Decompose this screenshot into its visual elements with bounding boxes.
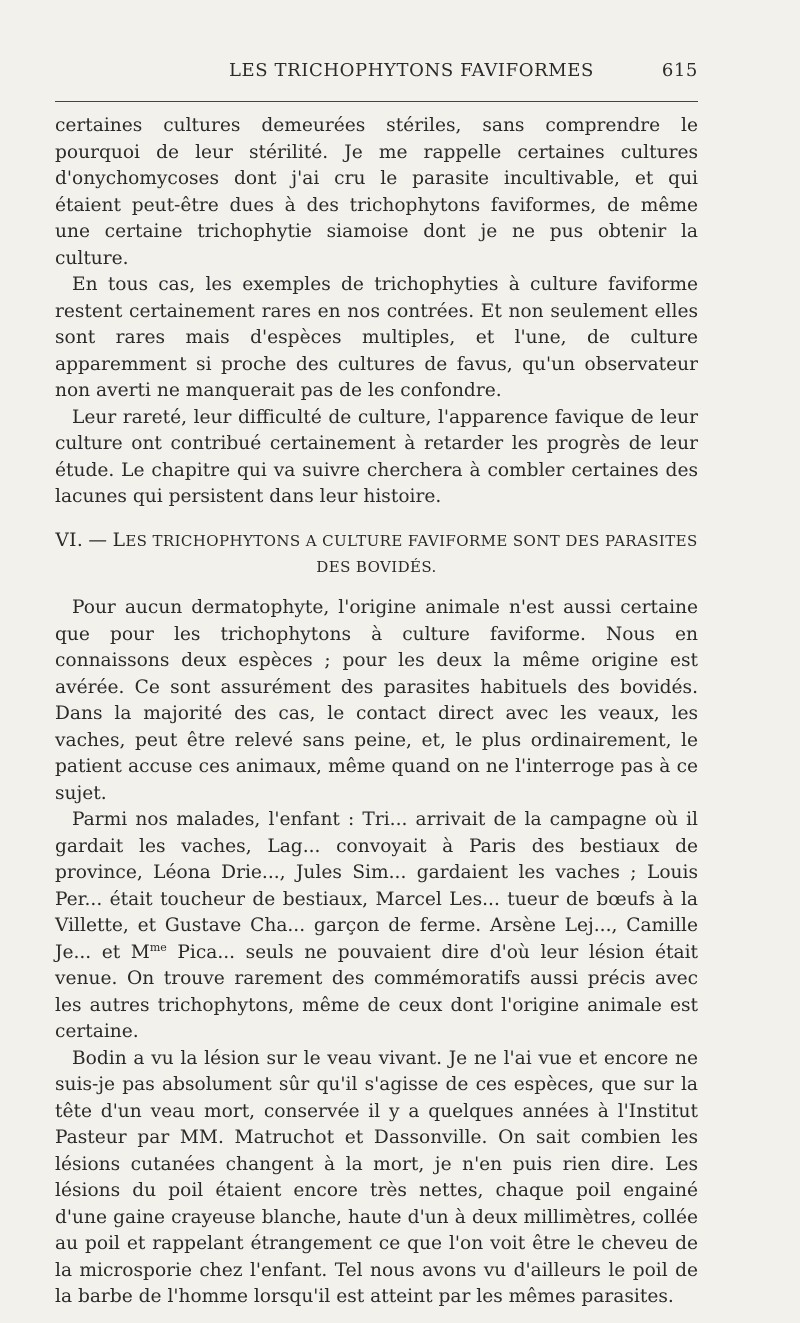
paragraph: certaines cultures demeurées stériles, sans comprendre le pourquoi de leur stérilité. Je me rappelle certaines cultures d'onychomycoses dont j'ai cru le parasite incultivable, et qui étaient peut-être dues à des trichophytons faviformes, de même une certaine trichophytie siamoise dont je ne pus obtenir la culture. [55, 115, 698, 269]
section-title-line-one: ES TRICHOPHYTONS A CULTURE FAVIFORME SONT DES PARASITES [125, 532, 698, 550]
paragraph [55, 807, 698, 1046]
section-two-text [55, 595, 698, 1311]
section-numeral: VI. [55, 530, 84, 551]
section-dash: — [88, 530, 108, 551]
section-heading [55, 528, 698, 580]
header-rule [55, 101, 698, 102]
running-title: LES TRICHOPHYTONS FAVIFORMES [229, 60, 594, 81]
paragraph-text: Parmi nos malades, l'enfant : Tri... arrivait de la campagne où il gardait les vaches, Lag... convoyait à Paris des bestiaux de province, Léona Drie..., Jules Sim... gardaient les vaches ; Louis Per... était toucheur de bestiaux, Marcel Les... tueur de bœufs à la Villette, et Gustave Cha... garçon de ferme. Arsène Lej..., Camille Je... et M [55, 809, 698, 963]
section-heading-line-one [55, 528, 698, 554]
section-title-line-two: DES BOVIDÉS. [316, 558, 437, 576]
superscript: me [149, 940, 167, 954]
section-one-text [55, 113, 698, 511]
paragraph: Pour aucun dermatophyte, l'origine animale n'est aussi certaine que pour les trichophytons à culture faviforme. Nous en connaissons deux espèces ; pour les deux la même origine est avérée. Ce sont assurément des parasites habituels des bovidés. Dans la majorité des cas, le contact direct avec les veaux, les vaches, peut être relevé sans peine, et, le plus ordinairement, le patient accuse ces animaux, même quand on ne l'interroge pas à ce sujet. [55, 597, 698, 804]
page-number: 615 [661, 60, 698, 81]
paragraph: En tous cas, les exemples de trichophyties à culture faviforme restent certainement rares en nos contrées. Et non seulement elles sont rares mais d'espèces multiples, et l'une, de culture apparemment si proche des cultures de favus, qu'un observateur non averti ne manquerait pas de les confondre. [55, 274, 698, 401]
paragraph: Leur rareté, leur difficulté de culture, l'apparence favique de leur culture ont contribué certainement à retarder les progrès de leur étude. Le chapitre qui va suivre cherchera à combler certaines des lacunes qui persistent dans leur histoire. [55, 406, 698, 507]
paragraph: Bodin a vu la lésion sur le veau vivant. Je ne l'ai vue et encore ne suis-je pas absolument sûr qu'il s'agisse de ces espèces, que sur la tête d'un veau mort, conservée il y a quelques années à l'Institut Pasteur par MM. Matruchot et Dassonville. On sait combien les lésions cutanées changent à la mort, je n'en puis rien dire. Les lésions du poil étaient encore très nettes, chaque poil engainé d'une gaine crayeuse blanche, haute d'un à deux millimètres, collée au poil et rappelant étrangement ce que l'on voit être le cheveu de la microsporie chez l'enfant. Tel nous avons vu d'ailleurs le poil de la barbe de l'homme lorsqu'il est atteint par les mêmes parasites. [55, 1047, 698, 1307]
paragraph-text: Pica... seuls ne pouvaient dire d'où leur lésion était venue. On trouve rarement des commémoratifs aussi précis avec les autres trichophytons, même de ceux dont l'origine animale est certaine. [55, 941, 698, 1042]
section-initial: L [112, 530, 126, 551]
running-head [55, 60, 698, 88]
